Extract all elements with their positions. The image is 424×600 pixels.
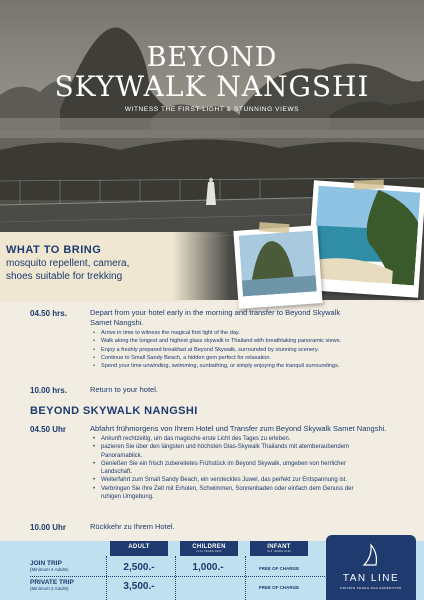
what-to-bring-title: WHAT TO BRING	[6, 244, 102, 256]
join-trip-title: JOIN TRIP	[30, 560, 62, 567]
list-item: • Arrive in time to witness the magical first light of the day.	[90, 329, 410, 337]
list-item: • Verbringen Sie Ihre Zeit mit Erholen, Schwimmen, Sonnenbaden oder einfach dem Genuss der	[90, 485, 410, 493]
col-header-infant	[250, 541, 308, 556]
en-time-depart: 04.50 hrs.	[30, 309, 67, 318]
list-item: • pazieren Sie über den längsten und höchsten Glas-Skywalk Thailands mit atemberaubendem	[90, 443, 410, 451]
hero-tagline: WITNESS THE FIRST LIGHT & STUNNING VIEWS	[124, 106, 300, 113]
de-return-text: Rückkehr zu Ihrem Hotel.	[90, 522, 175, 531]
de-time-depart: 04.50 Uhr	[30, 425, 67, 434]
list-item: • Genießen Sie ein frisch zubereitetes Frühstück im Beyond Skywalk, umgeben von herrlicher	[90, 460, 410, 468]
col-header-adult	[110, 541, 168, 556]
private-adult-price: 3,500.-	[123, 581, 155, 592]
what-to-bring-box	[0, 232, 230, 302]
join-trip-label	[30, 560, 69, 572]
col-header-children-sub: (4-11 YEARS OLD)	[196, 550, 222, 553]
sail-icon	[326, 535, 416, 571]
list-item: • Spend your time unwinding, swimming, sunbathing, or simply enjoying the tranquil surroundings.	[90, 362, 410, 370]
de-section-heading: BEYOND SKYWALK NANGSHI	[30, 405, 198, 417]
de-bullet-list	[90, 435, 410, 501]
karst-image	[239, 231, 317, 297]
beach-image	[312, 186, 420, 286]
list-item-continuation: Landschaft.	[101, 469, 133, 476]
col-header-infant-label: INFANT	[267, 544, 291, 550]
list-item: • Ankunft rechtzeitig, um das magische erste Licht des Tages zu erleben.	[90, 435, 410, 443]
join-children-price: 1,000.-	[192, 562, 224, 573]
col-header-adult-label: ADULT	[128, 544, 150, 550]
private-infant-price: FREE OF CHARGE	[258, 585, 300, 590]
en-bullet-list	[90, 329, 410, 370]
hero-title-line2: SKYWALK NANGSHI	[54, 70, 370, 103]
list-item-continuation: Panoramablick.	[101, 452, 143, 459]
en-depart-line2: Samet Nangshi.	[90, 317, 144, 327]
en-depart-text	[90, 308, 410, 327]
list-item: • Walk along the longest and highest glass skywalk in Thailand with breathtaking panoramic views.	[90, 337, 410, 345]
list-item	[90, 468, 410, 476]
what-to-bring-line2: shoes suitable for trekking	[6, 271, 123, 282]
karst-polaroid-photo	[233, 225, 322, 309]
col-header-children	[180, 541, 238, 556]
private-trip-minimum: (Minimum 2 Adults)	[30, 586, 69, 591]
list-item	[90, 452, 410, 460]
join-adult-price: 2,500.-	[123, 562, 155, 573]
de-time-return: 10.00 Uhr	[30, 523, 67, 532]
what-to-bring-line1: mosquito repellent, camera,	[6, 258, 130, 269]
col-header-children-label: CHILDREN	[192, 544, 226, 550]
de-depart-text: Abfahrt frühmorgens von Ihrem Hotel und Transfer zum Beyond Skywalk Samet Nangshi.	[90, 424, 387, 433]
list-item	[90, 493, 410, 501]
en-time-return: 10.00 hrs.	[30, 386, 67, 395]
list-item-continuation: ruhigen Umgebung.	[101, 494, 154, 501]
hero-title-line1: BEYOND	[146, 42, 278, 73]
en-depart-line1: Depart from your hotel early in the morning and transfer to Beyond Skywalk	[90, 308, 341, 317]
logo-name: TAN LINE	[342, 573, 400, 584]
beach-polaroid-photo	[306, 180, 424, 298]
list-item: • Continue to Small Sandy Beach, a hidden gem perfect for relaxation.	[90, 354, 410, 362]
col-header-infant-sub: (0-3 YEARS OLD)	[267, 550, 291, 553]
en-return-text: Return to your hotel.	[90, 385, 158, 394]
table-divider	[245, 556, 246, 600]
tanline-logo	[326, 535, 416, 600]
logo-subtitle: PRIVATE PHANG NGA EXPEDITION	[340, 586, 402, 590]
tape-decoration	[259, 222, 290, 233]
join-infant-price: FREE OF CHARGE	[258, 566, 300, 571]
list-item: • Weiterfahrt zum Small Sandy Beach, ein verstecktes Juwel, das perfekt zur Entspannung ist.	[90, 476, 410, 484]
private-trip-label	[30, 579, 74, 591]
list-item: • Enjoy a freshly prepared breakfast at Beyond Skywalk, surrounded by stunning scenery.	[90, 346, 410, 354]
table-divider	[30, 576, 325, 577]
private-trip-title: PRIVATE TRIP	[30, 579, 74, 586]
tape-decoration	[354, 180, 384, 190]
join-trip-minimum: (Minimum 4 Adults)	[30, 567, 69, 572]
